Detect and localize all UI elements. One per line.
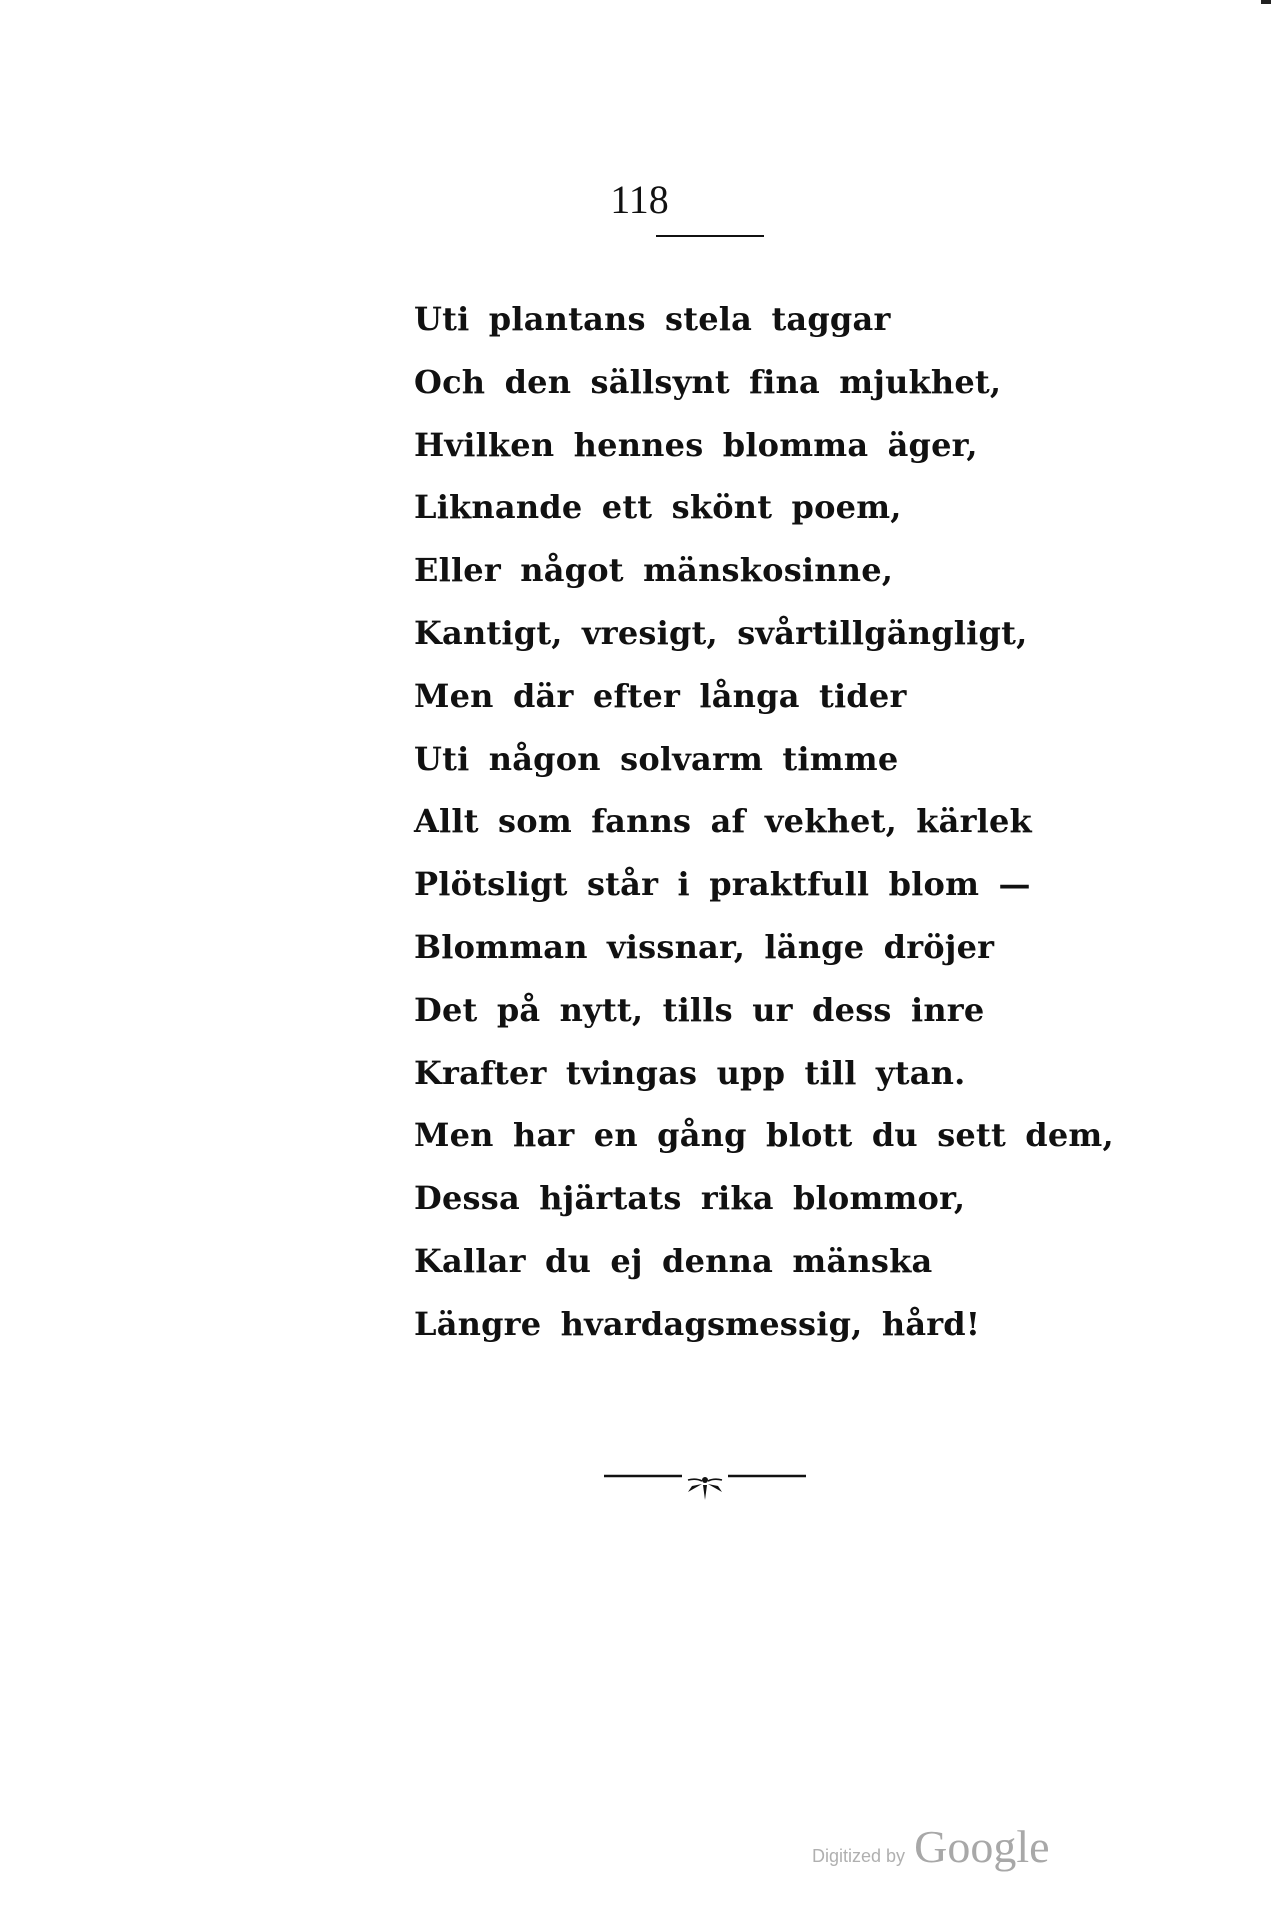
- poem-line: Uti någon solvarm timme: [414, 739, 899, 778]
- scan-corner-mark: [1261, 0, 1271, 4]
- poem-line: Det på nytt, tills ur dess inre: [414, 990, 985, 1029]
- page-number-rule: [656, 235, 764, 237]
- poem-line: Men där efter långa tider: [414, 676, 907, 715]
- poem-line: Men har en gång blott du sett dem,: [414, 1116, 1114, 1155]
- poem-line: Kantigt, vresigt, svårtillgängligt,: [414, 613, 1028, 652]
- google-logo: Google: [914, 1821, 1050, 1872]
- ornament-divider: [604, 1466, 806, 1506]
- page-number: 118: [610, 177, 669, 222]
- poem-line: Längre hvardagsmessig, hård!: [414, 1304, 981, 1343]
- poem-line: Kallar du ej denna mänska: [414, 1241, 933, 1280]
- poem-line: Uti plantans stela taggar: [414, 300, 891, 338]
- poem-line: Liknande ett skönt poem,: [414, 488, 902, 527]
- poem-line: Plötsligt står i praktfull blom —: [414, 865, 1031, 904]
- watermark-prefix: Digitized by: [812, 1846, 906, 1866]
- poem-line: Och den sällsynt fina mjukhet,: [414, 362, 1002, 401]
- poem: [414, 288, 1114, 1356]
- poem-line: Krafter tvingas upp till ytan.: [414, 1053, 966, 1092]
- digitized-by-watermark: [812, 1820, 1050, 1873]
- poem-line: Allt som fanns af vekhet, kärlek: [414, 802, 1032, 841]
- poem-line: Dessa hjärtats rika blommor,: [414, 1179, 966, 1218]
- poem-line: Blomman vissnar, länge dröjer: [414, 927, 995, 966]
- poem-line: Hvilken hennes blomma äger,: [414, 425, 978, 464]
- poem-line: Eller något mänskosinne,: [414, 551, 894, 590]
